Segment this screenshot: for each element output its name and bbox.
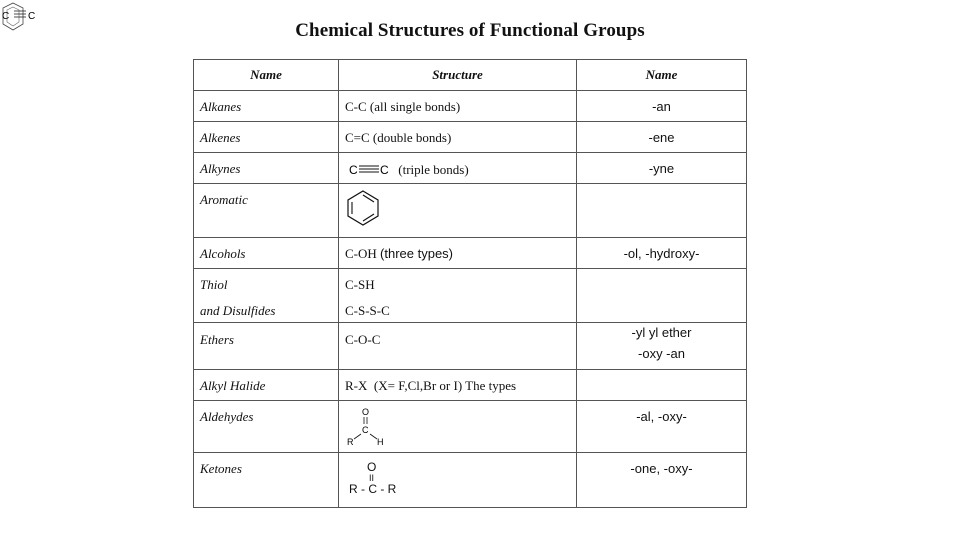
row-suffix [577, 184, 747, 238]
header-name: Name [194, 60, 339, 91]
table-row [194, 323, 747, 370]
alcohol-formula: C-OH [345, 246, 377, 261]
halide-note: (X= F,Cl,Br or I) The types [373, 378, 517, 393]
row-structure [339, 370, 577, 401]
row-name: Aromatic [194, 184, 339, 238]
row-name: Alkanes [194, 91, 339, 122]
table-row [194, 269, 747, 323]
table-row [194, 184, 747, 238]
row-structure: C=C (double bonds) [339, 122, 577, 153]
row-suffix: -ol, -hydroxy- [577, 238, 747, 269]
row-structure [339, 238, 577, 269]
row-name: Alkynes [194, 153, 339, 184]
row-suffix: -an [577, 91, 747, 122]
row-suffix [577, 323, 747, 370]
aldehyde-carbon: C [362, 425, 369, 435]
table-row [194, 238, 747, 269]
row-structure [339, 153, 577, 184]
thiol-name: Thiol [200, 277, 228, 292]
logo-left-atom: C [2, 11, 10, 22]
row-suffix: -ene [577, 122, 747, 153]
ketone-chain: R - C - R [349, 482, 397, 496]
disulfide-formula: C-S-S-C [345, 303, 390, 318]
row-structure: C-O-C [339, 323, 577, 370]
table-row [194, 122, 747, 153]
row-suffix [577, 269, 747, 323]
table-row [194, 91, 747, 122]
header-suffix: Name [577, 60, 747, 91]
table-row [194, 453, 747, 508]
row-name: Aldehydes [194, 401, 339, 453]
row-name: Alkenes [194, 122, 339, 153]
alcohol-note: (three types) [380, 246, 454, 261]
row-name: Alkyl Halide [194, 370, 339, 401]
row-name [194, 269, 339, 323]
alkyne-atom-right: C [380, 163, 389, 177]
ether-suffix-1: -yl yl ether [631, 325, 692, 340]
halide-formula: R-X [345, 378, 368, 393]
alkyne-atom-left: C [349, 163, 358, 177]
row-suffix: -one, -oxy- [577, 453, 747, 508]
logo-right-atom: C [28, 11, 36, 22]
table-row [194, 370, 747, 401]
row-structure [339, 453, 577, 508]
ether-suffix-2: -oxy -an [638, 346, 685, 361]
triple-bond-icon [345, 161, 395, 177]
thiol-formula: C-SH [345, 277, 375, 292]
row-structure [339, 401, 577, 453]
disulfide-name: and Disulfides [200, 303, 276, 318]
aldehyde-oxygen: O [362, 407, 370, 417]
aldehyde-hydrogen: H [377, 437, 384, 447]
row-structure: C-C (all single bonds) [339, 91, 577, 122]
aldehyde-r-group: R [347, 437, 354, 447]
row-suffix: -al, -oxy- [577, 401, 747, 453]
aldehyde-structure-icon [345, 407, 395, 447]
alkyne-note: (triple bonds) [398, 162, 469, 177]
table-row [194, 153, 747, 184]
table-header-row [194, 60, 747, 91]
header-structure: Structure [339, 60, 577, 91]
row-name: Alcohols [194, 238, 339, 269]
functional-groups-table [193, 59, 747, 508]
benzene-ring-icon [345, 188, 381, 228]
ketone-double-bond: II [369, 473, 375, 483]
row-structure [339, 269, 577, 323]
row-suffix: -yne [577, 153, 747, 184]
row-name: Ketones [194, 453, 339, 508]
table-row [194, 401, 747, 453]
row-name: Ethers [194, 323, 339, 370]
ketone-oxygen: O [367, 460, 377, 474]
page-title: Chemical Structures of Functional Groups [295, 20, 645, 41]
row-suffix [577, 370, 747, 401]
row-structure [339, 184, 577, 238]
